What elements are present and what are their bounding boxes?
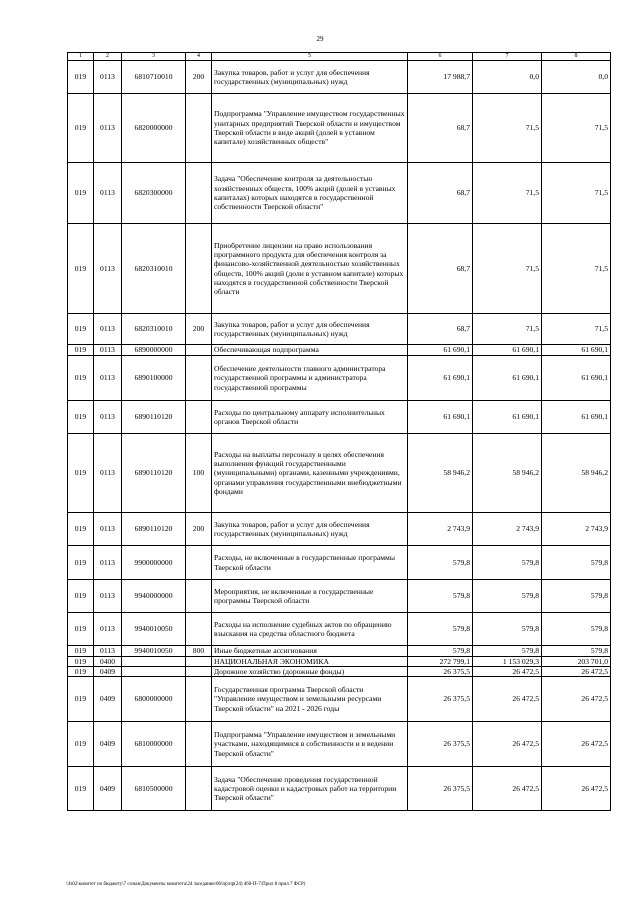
cell-adm: 019: [68, 401, 94, 434]
cell-v3: 61 690,1: [542, 345, 611, 356]
cell-vr: [186, 722, 212, 767]
cell-code: 6890110120: [122, 401, 186, 434]
table-row: [68, 94, 611, 163]
cell-v1: 68,7: [408, 314, 473, 345]
cell-name: Подпрограмма "Управление имуществом и земельными участками, находящимися в собственности и в ведении Тверской области": [212, 722, 408, 767]
table-row: [68, 767, 611, 811]
cell-code: [122, 657, 186, 667]
cell-vr: [186, 657, 212, 667]
cell-v2: 579,8: [473, 646, 542, 657]
table-row: [68, 224, 611, 314]
cell-adm: 019: [68, 314, 94, 345]
cell-name: Иные бюджетные ассигнования: [212, 646, 408, 657]
cell-sec: 0113: [94, 224, 122, 314]
cell-v3: 579,8: [542, 580, 611, 613]
cell-code: 6820310010: [122, 314, 186, 345]
cell-code: 9940010050: [122, 646, 186, 657]
cell-sec: 0113: [94, 314, 122, 345]
cell-v2: 579,8: [473, 580, 542, 613]
table-row: [68, 722, 611, 767]
cell-adm: 019: [68, 613, 94, 646]
cell-adm: 019: [68, 513, 94, 546]
cell-code: 6810500000: [122, 767, 186, 811]
cell-v3: 579,8: [542, 646, 611, 657]
cell-v1: 26 375,5: [408, 767, 473, 811]
cell-v1: 61 690,1: [408, 345, 473, 356]
cell-v2: 71,5: [473, 163, 542, 224]
header-cell: 5: [212, 53, 408, 61]
cell-code: 6820000000: [122, 94, 186, 163]
cell-name: Обеспечение деятельности главного администратора государственной программы и администратора государственной программы: [212, 356, 408, 401]
cell-sec: 0113: [94, 401, 122, 434]
cell-v3: 26 472,5: [542, 722, 611, 767]
cell-v3: 26 472,5: [542, 667, 611, 677]
cell-name: Приобретение лицензии на право использования программного продукта для обеспечения контроля за финансово-хозяйственной деятельностью хозяйственных обществ, 100% акций (доли в уставном капитале) которых находятся в государственной собственности Тверской области: [212, 224, 408, 314]
cell-vr: [186, 546, 212, 580]
table-row: [68, 401, 611, 434]
cell-v3: 203 701,0: [542, 657, 611, 667]
cell-v2: 26 472,5: [473, 667, 542, 677]
table-row: [68, 163, 611, 224]
cell-vr: [186, 677, 212, 722]
cell-adm: 019: [68, 356, 94, 401]
cell-v3: 61 690,1: [542, 401, 611, 434]
budget-table: [67, 52, 611, 811]
cell-name: Расходы по центральному аппарату исполнительных органов Тверской области: [212, 401, 408, 434]
header-cell: 1: [68, 53, 94, 61]
cell-v1: 26 375,5: [408, 722, 473, 767]
cell-sec: 0113: [94, 61, 122, 94]
cell-code: 6800000000: [122, 677, 186, 722]
cell-v1: 2 743,9: [408, 513, 473, 546]
cell-name: Закупка товаров, работ и услуг для обеспечения государственных (муниципальных) нужд: [212, 61, 408, 94]
cell-v3: 61 690,1: [542, 356, 611, 401]
cell-name: Расходы на исполнение судебных актов по обращению взыскания на средства областного бюджета: [212, 613, 408, 646]
cell-v2: 26 472,5: [473, 767, 542, 811]
cell-adm: 019: [68, 546, 94, 580]
cell-v1: 579,8: [408, 546, 473, 580]
cell-v3: 71,5: [542, 94, 611, 163]
cell-name: Подпрограмма "Управление имуществом государственных унитарных предприятий Тверской области и имуществом Тверской области в виде акций (долей в уставном капитале) хозяйственных обществ": [212, 94, 408, 163]
cell-vr: [186, 163, 212, 224]
cell-adm: 019: [68, 61, 94, 94]
header-cell: 3: [122, 53, 186, 61]
cell-sec: 0409: [94, 767, 122, 811]
cell-code: 9900000000: [122, 546, 186, 580]
header-cell: 4: [186, 53, 212, 61]
cell-sec: 0113: [94, 546, 122, 580]
cell-v3: 579,8: [542, 613, 611, 646]
table-row: [68, 613, 611, 646]
header-cell: 6: [408, 53, 473, 61]
cell-v2: 579,8: [473, 546, 542, 580]
cell-v2: 579,8: [473, 613, 542, 646]
cell-v3: 0,0: [542, 61, 611, 94]
cell-adm: 019: [68, 767, 94, 811]
cell-v2: 58 946,2: [473, 434, 542, 513]
cell-v1: 68,7: [408, 224, 473, 314]
cell-adm: 019: [68, 667, 94, 677]
cell-v1: 68,7: [408, 94, 473, 163]
cell-adm: 019: [68, 434, 94, 513]
cell-code: 6810710010: [122, 61, 186, 94]
cell-vr: [186, 667, 212, 677]
cell-code: 6820300000: [122, 163, 186, 224]
cell-sec: 0113: [94, 613, 122, 646]
cell-v1: 26 375,5: [408, 667, 473, 677]
cell-sec: 0113: [94, 646, 122, 657]
cell-adm: 019: [68, 224, 94, 314]
table-row: [68, 646, 611, 657]
cell-v3: 71,5: [542, 314, 611, 345]
cell-v1: 58 946,2: [408, 434, 473, 513]
cell-v2: 26 472,5: [473, 677, 542, 722]
cell-sec: 0409: [94, 677, 122, 722]
cell-v1: 26 375,5: [408, 677, 473, 722]
cell-code: 6890100000: [122, 356, 186, 401]
cell-vr: [186, 345, 212, 356]
cell-adm: 019: [68, 646, 94, 657]
cell-v3: 58 946,2: [542, 434, 611, 513]
cell-v1: 61 690,1: [408, 401, 473, 434]
cell-v1: 68,7: [408, 163, 473, 224]
cell-name: Закупка товаров, работ и услуг для обеспечения государственных (муниципальных) нужд: [212, 314, 408, 345]
cell-v2: 71,5: [473, 94, 542, 163]
cell-adm: 019: [68, 580, 94, 613]
table-row: [68, 667, 611, 677]
cell-vr: [186, 356, 212, 401]
cell-vr: [186, 580, 212, 613]
cell-v3: 26 472,5: [542, 767, 611, 811]
cell-v2: 0,0: [473, 61, 542, 94]
cell-sec: 0113: [94, 163, 122, 224]
cell-v2: 71,5: [473, 314, 542, 345]
cell-v1: 579,8: [408, 613, 473, 646]
cell-name: Задача "Обеспечение проведения государственной кадастровой оценки и кадастровых работ на территории Тверской области": [212, 767, 408, 811]
cell-vr: [186, 94, 212, 163]
cell-v2: 61 690,1: [473, 345, 542, 356]
table-row: [68, 434, 611, 513]
cell-vr: 200: [186, 513, 212, 546]
cell-name: Государственная программа Тверской области "Управление имуществом и земельными ресурсами Тверской области" на 2021 - 2026 годы: [212, 677, 408, 722]
header-cell: 8: [542, 53, 611, 61]
cell-adm: 019: [68, 657, 94, 667]
cell-v1: 579,8: [408, 646, 473, 657]
cell-vr: [186, 224, 212, 314]
table-row: [68, 580, 611, 613]
cell-sec: 0113: [94, 94, 122, 163]
cell-v1: 17 988,7: [408, 61, 473, 94]
table-row: [68, 513, 611, 546]
cell-name: Расходы, не включенные в государственные программы Тверской области: [212, 546, 408, 580]
column-number-row: [68, 53, 611, 61]
table-row: [68, 546, 611, 580]
cell-v2: 2 743,9: [473, 513, 542, 546]
cell-name: Обеспечивающая подпрограмма: [212, 345, 408, 356]
cell-vr: [186, 767, 212, 811]
cell-code: 6890110120: [122, 434, 186, 513]
cell-sec: 0113: [94, 345, 122, 356]
cell-v2: 61 690,1: [473, 356, 542, 401]
cell-vr: 800: [186, 646, 212, 657]
table-row: [68, 61, 611, 94]
table-row: [68, 314, 611, 345]
table-row: [68, 345, 611, 356]
cell-name: Расходы на выплаты персоналу в целях обеспечения выполнения функций государственными (муниципальными) органами, казенными учреждениями, органами управления государственными внебюджетными фондами: [212, 434, 408, 513]
cell-v1: 61 690,1: [408, 356, 473, 401]
cell-v3: 26 472,5: [542, 677, 611, 722]
cell-sec: 0113: [94, 580, 122, 613]
cell-sec: 0400: [94, 657, 122, 667]
cell-name: Дорожное хозяйство (дорожные фонды): [212, 667, 408, 677]
cell-code: 9940010050: [122, 613, 186, 646]
cell-vr: 100: [186, 434, 212, 513]
cell-v3: 71,5: [542, 224, 611, 314]
cell-v1: 579,8: [408, 580, 473, 613]
cell-v2: 71,5: [473, 224, 542, 314]
cell-sec: 0409: [94, 722, 122, 767]
cell-name: НАЦИОНАЛЬНАЯ ЭКОНОМИКА: [212, 657, 408, 667]
cell-vr: 200: [186, 314, 212, 345]
cell-code: 6820310010: [122, 224, 186, 314]
cell-v2: 61 690,1: [473, 401, 542, 434]
header-cell: 2: [94, 53, 122, 61]
cell-adm: 019: [68, 345, 94, 356]
header-cell: 7: [473, 53, 542, 61]
cell-sec: 0113: [94, 356, 122, 401]
cell-adm: 019: [68, 94, 94, 163]
cell-v1: 272 799,1: [408, 657, 473, 667]
page-number: 29: [316, 35, 324, 43]
cell-v3: 71,5: [542, 163, 611, 224]
cell-sec: 0113: [94, 434, 122, 513]
cell-name: Мероприятия, не включенные в государственные программы Тверской области: [212, 580, 408, 613]
cell-code: 6890110120: [122, 513, 186, 546]
table-row: [68, 356, 611, 401]
cell-code: 6810000000: [122, 722, 186, 767]
cell-v2: 26 472,5: [473, 722, 542, 767]
table-row: [68, 657, 611, 667]
cell-vr: [186, 401, 212, 434]
cell-vr: [186, 613, 212, 646]
cell-v3: 579,8: [542, 546, 611, 580]
cell-name: Закупка товаров, работ и услуг для обеспечения государственных (муниципальных) нужд: [212, 513, 408, 546]
cell-v2: 1 153 029,3: [473, 657, 542, 667]
cell-code: 6890000000: [122, 345, 186, 356]
cell-code: [122, 667, 186, 677]
table-row: [68, 677, 611, 722]
file-path-footer: \\fs02\комитет по бюджету\7 созыв\Документы комитета\24 заседание\06\пр\пр(24) 460-П-7\Прил 8 прил 7 ФСР): [66, 882, 306, 887]
cell-sec: 0409: [94, 667, 122, 677]
cell-vr: 200: [186, 61, 212, 94]
cell-sec: 0113: [94, 513, 122, 546]
cell-adm: 019: [68, 722, 94, 767]
cell-adm: 019: [68, 163, 94, 224]
cell-v3: 2 743,9: [542, 513, 611, 546]
cell-adm: 019: [68, 677, 94, 722]
cell-name: Задача "Обеспечение контроля за деятельностью хозяйственных обществ, 100% акций (долей в уставных капиталах) которых находятся в государственной собственности Тверской области": [212, 163, 408, 224]
cell-code: 9940000000: [122, 580, 186, 613]
